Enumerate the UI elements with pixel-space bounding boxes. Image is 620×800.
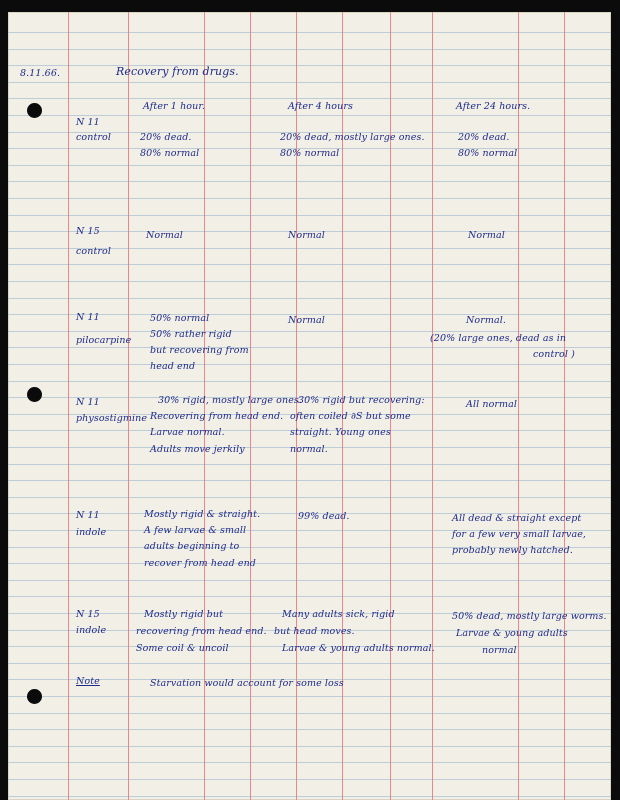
column-header-1h: After 1 hour. <box>143 101 206 112</box>
cell-text: recover from head end <box>144 558 256 569</box>
ruled-line <box>8 563 611 564</box>
row-label-drug: control <box>76 246 111 257</box>
cell-text: recovering from head end. <box>136 626 267 637</box>
ruled-line <box>8 381 611 382</box>
cell-text: Mostly rigid but <box>144 609 223 620</box>
ruled-line <box>8 281 611 282</box>
cell-text: Larvae & young adults normal. <box>282 643 435 654</box>
cell-text: Adults move jerkily <box>150 444 245 455</box>
cell-text: control ) <box>533 349 575 360</box>
ruled-line <box>8 298 611 299</box>
cell-text: probably newly hatched. <box>452 545 573 556</box>
cell-text: A few larvae & small <box>144 525 247 536</box>
margin-rule <box>518 12 519 800</box>
cell-text: but head moves. <box>274 626 355 637</box>
page-date: 8.11.66. <box>20 68 61 79</box>
punch-hole <box>27 387 42 402</box>
cell-text: normal. <box>290 444 328 455</box>
ruled-line <box>8 32 611 33</box>
row-label-strain: N 15 <box>76 609 100 620</box>
row-label-drug: indole <box>76 527 107 538</box>
notebook-page <box>8 12 611 800</box>
ruled-line <box>8 663 611 664</box>
cell-text: 50% rather rigid <box>150 329 232 340</box>
cell-text: often coiled ∂S but some <box>290 411 411 422</box>
ruled-line <box>8 746 611 747</box>
row-label-strain: N 11 <box>76 312 100 323</box>
row-label-strain: N 11 <box>76 510 100 521</box>
margin-rule <box>564 12 565 800</box>
cell-text: Normal <box>288 230 325 241</box>
ruled-line <box>8 596 611 597</box>
cell-text: Larvae & young adults <box>456 628 568 639</box>
row-label-drug: control <box>76 132 111 143</box>
cell-text: 30% rigid but recovering: <box>298 395 425 406</box>
cell-text: 20% dead. <box>458 132 510 143</box>
cell-text: Normal <box>288 315 325 326</box>
cell-text: 30% rigid, mostly large ones. <box>158 395 303 406</box>
cell-text: 20% dead. <box>140 132 192 143</box>
column-header-4h: After 4 hours <box>288 101 353 112</box>
ruled-line <box>8 364 611 365</box>
cell-text: head end <box>150 361 196 372</box>
column-header-24h: After 24 hours. <box>456 101 531 112</box>
cell-text: (20% large ones, dead as in <box>430 333 567 344</box>
row-label-strain: N 15 <box>76 226 100 237</box>
margin-rule <box>128 12 129 800</box>
ruled-line <box>8 215 611 216</box>
ruled-line <box>8 165 611 166</box>
ruled-line <box>8 480 611 481</box>
margin-rule <box>432 12 433 800</box>
cell-text: Larvae normal. <box>150 427 225 438</box>
cell-text: Many adults sick, rigid <box>282 609 395 620</box>
punch-hole <box>27 689 42 704</box>
cell-text: 50% dead, mostly large worms. <box>452 611 607 622</box>
page-title: Recovery from drugs. <box>116 65 239 78</box>
cell-text: Mostly rigid & straight. <box>144 509 261 520</box>
punch-hole <box>27 103 42 118</box>
ruled-line <box>8 580 611 581</box>
ruled-line <box>8 779 611 780</box>
cell-text: adults beginning to <box>144 541 240 552</box>
row-label-drug: physostigmine <box>76 413 148 424</box>
ruled-line <box>8 65 611 66</box>
note-text: Starvation would account for some loss <box>150 678 344 689</box>
row-label-strain: N 11 <box>76 397 100 408</box>
ruled-line <box>8 696 611 697</box>
cell-text: 80% normal <box>458 148 518 159</box>
ruled-line <box>8 497 611 498</box>
ruled-line <box>8 82 611 83</box>
cell-text: but recovering from <box>150 345 249 356</box>
ruled-line <box>8 198 611 199</box>
cell-text: Normal <box>468 230 505 241</box>
cell-text: 80% normal <box>280 148 340 159</box>
ruled-line <box>8 713 611 714</box>
cell-text: 99% dead. <box>298 511 350 522</box>
cell-text: Normal. <box>466 315 507 326</box>
ruled-line <box>8 181 611 182</box>
cell-text: 80% normal <box>140 148 200 159</box>
margin-rule <box>68 12 69 800</box>
row-label-drug: pilocarpine <box>76 335 132 346</box>
cell-text: Some coil & uncoil <box>136 643 229 654</box>
cell-text: Normal <box>146 230 183 241</box>
ruled-line <box>8 49 611 50</box>
cell-text: 50% normal <box>150 313 210 324</box>
row-label-drug: indole <box>76 625 107 636</box>
cell-text: All dead & straight except <box>452 513 582 524</box>
ruled-line <box>8 264 611 265</box>
cell-text: straight. Young ones <box>290 427 391 438</box>
cell-text: for a few very small larvae, <box>452 529 587 540</box>
cell-text: 20% dead, mostly large ones. <box>280 132 425 143</box>
ruled-line <box>8 796 611 797</box>
row-label-strain: N 11 <box>76 117 100 128</box>
ruled-line <box>8 762 611 763</box>
ruled-line <box>8 464 611 465</box>
note-label: Note <box>76 676 100 687</box>
cell-text: Recovering from head end. <box>150 411 284 422</box>
cell-text: All normal <box>466 399 518 410</box>
ruled-line <box>8 729 611 730</box>
cell-text: normal <box>482 645 517 656</box>
